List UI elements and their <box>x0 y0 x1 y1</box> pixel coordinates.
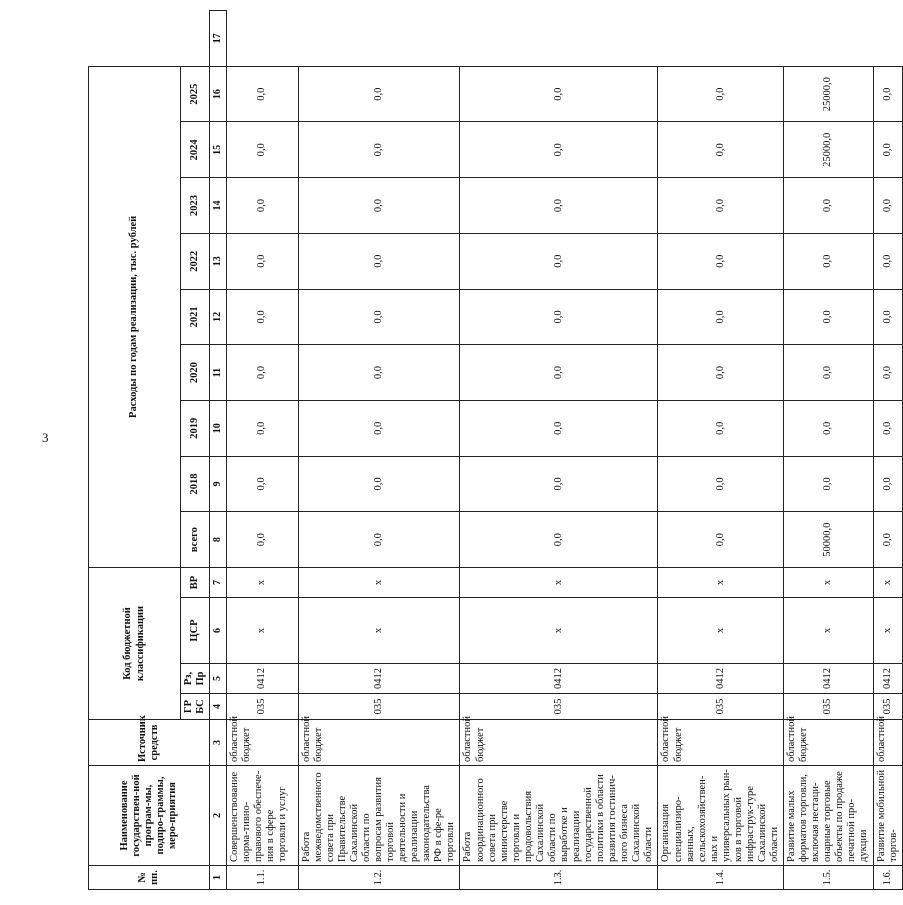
cell-vr: х <box>873 567 902 597</box>
cell-value: 0,0 <box>658 289 784 345</box>
header-grbs: ГР БС <box>181 694 210 720</box>
cell-value: 0,0 <box>658 512 784 568</box>
cell-csr: х <box>784 598 873 664</box>
header-year: всего <box>181 512 210 568</box>
table-row <box>226 11 298 890</box>
column-number: 16 <box>210 66 227 122</box>
column-number: 7 <box>210 567 227 597</box>
header-rzpr: Рз, Пр <box>181 664 210 694</box>
column-number: 1 <box>210 866 227 890</box>
header-source: Источник средств <box>89 720 210 766</box>
column-number: 4 <box>210 694 227 720</box>
table-row <box>658 11 784 890</box>
column-number: 6 <box>210 598 227 664</box>
column-number: 13 <box>210 233 227 289</box>
cell-value: 0,0 <box>784 178 873 234</box>
cell-name: Работа межведомственного совета при Правительстве Сахалинской области по вопросам развития торговой деятельности и реализации законодательства РФ в сфе-ре торговли <box>298 766 460 866</box>
cell-csr: х <box>460 598 658 664</box>
cell-no: 1.1. <box>226 866 298 890</box>
cell-name: Совершенствование норма-тивно-правового обеспече-ния в сфере торговли и услуг <box>226 766 298 866</box>
cell-value: 0,0 <box>226 345 298 401</box>
header-year: 2018 <box>181 456 210 512</box>
cell-no: 1.5. <box>784 866 873 890</box>
table-row <box>460 11 658 890</box>
cell-value: 0,0 <box>226 400 298 456</box>
cell-value: 0,0 <box>226 289 298 345</box>
cell-rzpr: 0412 <box>298 664 460 694</box>
cell-vr: х <box>460 567 658 597</box>
cell-rzpr: 0412 <box>873 664 902 694</box>
cell-value: 0,0 <box>784 400 873 456</box>
column-number: 17 <box>210 11 227 67</box>
cell-grbs: 035 <box>873 694 902 720</box>
cell-value: 0,0 <box>873 178 902 234</box>
cell-csr: х <box>873 598 902 664</box>
cell-value: 0,0 <box>658 66 784 122</box>
cell-value: 0,0 <box>873 233 902 289</box>
header-no: № пп. <box>89 866 210 890</box>
cell-name: Развитие мобильной торгов- <box>873 766 902 866</box>
cell-vr: х <box>226 567 298 597</box>
cell-value: 0,0 <box>298 512 460 568</box>
cell-value: 25000,0 <box>784 122 873 178</box>
cell-source: областной бюджет <box>658 720 784 766</box>
cell-value: 0,0 <box>298 122 460 178</box>
cell-value: 0,0 <box>226 233 298 289</box>
cell-value: 0,0 <box>658 400 784 456</box>
cell-value: 0,0 <box>460 178 658 234</box>
cell-value: 0,0 <box>298 66 460 122</box>
cell-value: 0,0 <box>226 122 298 178</box>
column-number: 3 <box>210 720 227 766</box>
cell-vr: х <box>784 567 873 597</box>
cell-grbs: 035 <box>658 694 784 720</box>
cell-name: Развитие малых форматов торговли, включая нестаци-онарные торговые объекты по продаже печатной про-дукции <box>784 766 873 866</box>
column-number: 9 <box>210 456 227 512</box>
cell-value: 0,0 <box>873 456 902 512</box>
table-body <box>226 11 902 890</box>
page-number: 3 <box>42 430 49 445</box>
header-name: Наименование государствен-ной програм-мы, подпро-граммы, меро-приятия <box>89 766 210 866</box>
column-number: 11 <box>210 345 227 401</box>
cell-value: 0,0 <box>873 512 902 568</box>
cell-vr: х <box>658 567 784 597</box>
cell-value: 0,0 <box>460 289 658 345</box>
cell-value: 0,0 <box>658 456 784 512</box>
cell-no: 1.2. <box>298 866 460 890</box>
cell-value: 0,0 <box>784 233 873 289</box>
header-csr: ЦСР <box>181 598 210 664</box>
column-number: 14 <box>210 178 227 234</box>
cell-value: 0,0 <box>460 66 658 122</box>
header-year: 2022 <box>181 233 210 289</box>
header-year: 2020 <box>181 345 210 401</box>
cell-value: 0,0 <box>658 178 784 234</box>
cell-source: областной <box>873 720 902 766</box>
cell-source: областной бюджет <box>784 720 873 766</box>
cell-value: 0,0 <box>298 233 460 289</box>
cell-grbs: 035 <box>460 694 658 720</box>
cell-no: 1.6. <box>873 866 902 890</box>
cell-rzpr: 0412 <box>460 664 658 694</box>
cell-value: 0,0 <box>460 233 658 289</box>
cell-grbs: 035 <box>298 694 460 720</box>
cell-grbs: 035 <box>226 694 298 720</box>
cell-name: Работа координационного совета при министерстве торговли и продовольствия Сахалинской области по выработке и реализации государственной политики в области развития гостинич-ного бизнеса Сахалинской области <box>460 766 658 866</box>
cell-value: 0,0 <box>226 178 298 234</box>
cell-value: 0,0 <box>298 178 460 234</box>
cell-csr: х <box>658 598 784 664</box>
header-budget-code: Код бюджетной классификации <box>89 567 181 719</box>
column-number: 12 <box>210 289 227 345</box>
column-number: 15 <box>210 122 227 178</box>
cell-value: 0,0 <box>784 456 873 512</box>
cell-value: 0,0 <box>460 345 658 401</box>
header-year: 2025 <box>181 66 210 122</box>
cell-value: 0,0 <box>784 289 873 345</box>
cell-value: 0,0 <box>460 512 658 568</box>
header-year: 2019 <box>181 400 210 456</box>
cell-no: 1.4. <box>658 866 784 890</box>
header-year: 2021 <box>181 289 210 345</box>
cell-rzpr: 0412 <box>658 664 784 694</box>
cell-source: областной бюджет <box>226 720 298 766</box>
cell-value: 0,0 <box>298 400 460 456</box>
table-row <box>873 11 902 890</box>
cell-value: 0,0 <box>658 345 784 401</box>
column-number: 10 <box>210 400 227 456</box>
header-expenses: Расходы по годам реализации, тыс. рублей <box>89 66 181 567</box>
cell-rzpr: 0412 <box>226 664 298 694</box>
cell-source: областной бюджет <box>298 720 460 766</box>
header-year: 2024 <box>181 122 210 178</box>
cell-value: 0,0 <box>460 456 658 512</box>
cell-no: 1.3. <box>460 866 658 890</box>
cell-value: 50000,0 <box>784 512 873 568</box>
cell-value: 0,0 <box>873 345 902 401</box>
table-row <box>298 11 460 890</box>
cell-name: Организация специализиро-ванных, сельскохозяйствен-ных и универсальных рын-ков в торговой инфраструк-туре Сахалинской области <box>658 766 784 866</box>
cell-csr: х <box>298 598 460 664</box>
column-number: 2 <box>210 766 227 866</box>
cell-grbs: 035 <box>784 694 873 720</box>
cell-value: 0,0 <box>873 400 902 456</box>
expenses-table <box>88 10 903 890</box>
column-number: 8 <box>210 512 227 568</box>
cell-value: 0,0 <box>873 66 902 122</box>
cell-value: 0,0 <box>226 66 298 122</box>
cell-value: 25000,0 <box>784 66 873 122</box>
cell-value: 0,0 <box>298 345 460 401</box>
cell-rzpr: 0412 <box>784 664 873 694</box>
table-row <box>784 11 873 890</box>
cell-value: 0,0 <box>658 122 784 178</box>
cell-value: 0,0 <box>298 289 460 345</box>
cell-value: 0,0 <box>298 456 460 512</box>
header-vr: ВР <box>181 567 210 597</box>
rotated-table-wrapper <box>88 10 899 890</box>
cell-vr: х <box>298 567 460 597</box>
header-year: 2023 <box>181 178 210 234</box>
cell-value: 0,0 <box>658 233 784 289</box>
cell-value: 0,0 <box>873 122 902 178</box>
cell-value: 0,0 <box>226 456 298 512</box>
cell-value: 0,0 <box>784 345 873 401</box>
cell-source: областной бюджет <box>460 720 658 766</box>
column-number: 5 <box>210 664 227 694</box>
cell-value: 0,0 <box>873 289 902 345</box>
cell-value: 0,0 <box>460 122 658 178</box>
cell-value: 0,0 <box>226 512 298 568</box>
cell-value: 0,0 <box>460 400 658 456</box>
cell-csr: х <box>226 598 298 664</box>
